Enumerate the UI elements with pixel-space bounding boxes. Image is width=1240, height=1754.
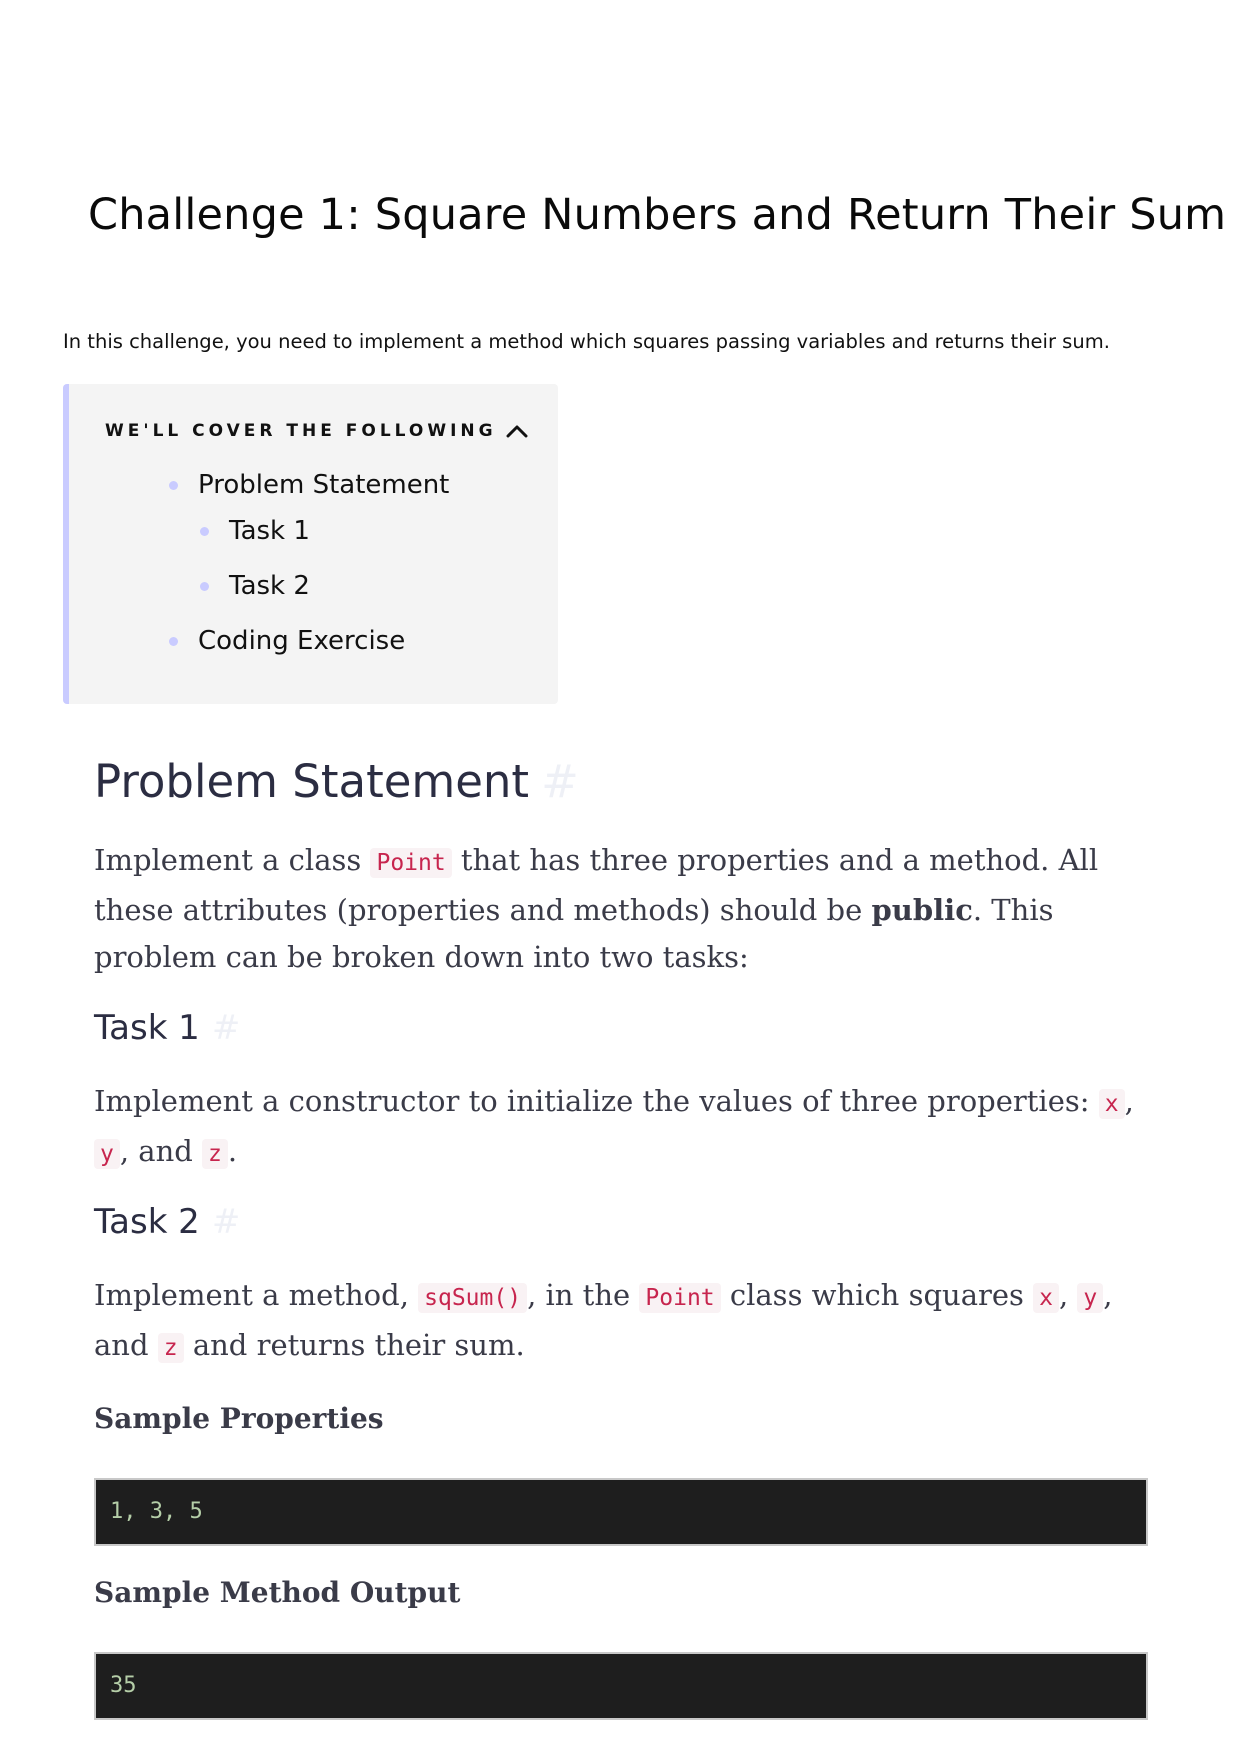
inline-code: Point — [370, 848, 451, 878]
section-heading-problem-statement — [94, 755, 579, 808]
inline-code: sqSum() — [418, 1283, 527, 1313]
inline-code: x — [1033, 1283, 1059, 1313]
heading-text: Problem Statement — [94, 755, 530, 808]
text: , — [1124, 1084, 1134, 1118]
task-1-paragraph — [94, 1078, 1154, 1178]
bullet-icon — [169, 637, 178, 646]
text: , and — [119, 1134, 203, 1168]
page-title: Challenge 1: Square Numbers and Return Their Sum — [88, 190, 1227, 240]
sample-output-code-block: 35 — [94, 1652, 1148, 1720]
text: , — [1058, 1278, 1078, 1312]
text: and returns their sum. — [183, 1328, 525, 1362]
toc-item-label: Problem Statement — [198, 470, 450, 500]
heading-text: Task 2 — [94, 1202, 200, 1242]
sample-output-label: Sample Method Output — [94, 1576, 461, 1609]
text: , in the — [527, 1278, 640, 1312]
text: that has three properties and a method. All these attributes (properties and methods) should be — [94, 843, 1099, 927]
chevron-up-icon[interactable] — [505, 421, 529, 441]
toc-header-label: WE'LL COVER THE FOLLOWING — [105, 421, 497, 441]
problem-statement-paragraph — [94, 837, 1154, 981]
text: class which squares — [720, 1278, 1034, 1312]
intro-text: In this challenge, you need to implement a method which squares passing variables and returns their sum. — [63, 330, 1110, 353]
toc-item-coding-exercise[interactable] — [169, 626, 405, 656]
text: . This problem can be broken down into two tasks: — [94, 893, 1054, 974]
inline-code: x — [1099, 1089, 1125, 1119]
toc-item-task-2[interactable] — [200, 571, 310, 601]
heading-text: Task 1 — [94, 1008, 200, 1048]
toc-item-label: Coding Exercise — [198, 626, 406, 656]
toc-header[interactable] — [105, 421, 529, 441]
toc-item-problem-statement[interactable] — [169, 470, 449, 500]
text: Implement a constructor to initialize the values of three properties: — [94, 1084, 1099, 1118]
section-heading-task-1 — [94, 1008, 240, 1048]
bullet-icon — [200, 527, 209, 536]
text: , and — [94, 1278, 1113, 1362]
toc-item-task-1[interactable] — [200, 516, 310, 546]
bold-text: public — [871, 893, 973, 927]
bullet-icon — [169, 481, 178, 490]
inline-code: Point — [639, 1283, 720, 1313]
sample-properties-code-block: 1, 3, 5 — [94, 1478, 1148, 1546]
bullet-icon — [200, 582, 209, 591]
sample-properties-label: Sample Properties — [94, 1402, 384, 1435]
text: Implement a method, — [94, 1278, 419, 1312]
inline-code: y — [94, 1139, 120, 1169]
inline-code: z — [202, 1139, 228, 1169]
task-2-paragraph — [94, 1272, 1154, 1372]
anchor-link[interactable]: # — [211, 1202, 241, 1242]
table-of-contents — [63, 384, 558, 704]
anchor-link[interactable]: # — [541, 755, 579, 808]
toc-item-label: Task 2 — [229, 571, 310, 601]
text: . — [227, 1134, 238, 1168]
inline-code: z — [158, 1333, 184, 1363]
text: Implement a class — [94, 843, 371, 877]
anchor-link[interactable]: # — [211, 1008, 241, 1048]
toc-item-label: Task 1 — [229, 516, 310, 546]
section-heading-task-2 — [94, 1202, 240, 1242]
inline-code: y — [1077, 1283, 1103, 1313]
